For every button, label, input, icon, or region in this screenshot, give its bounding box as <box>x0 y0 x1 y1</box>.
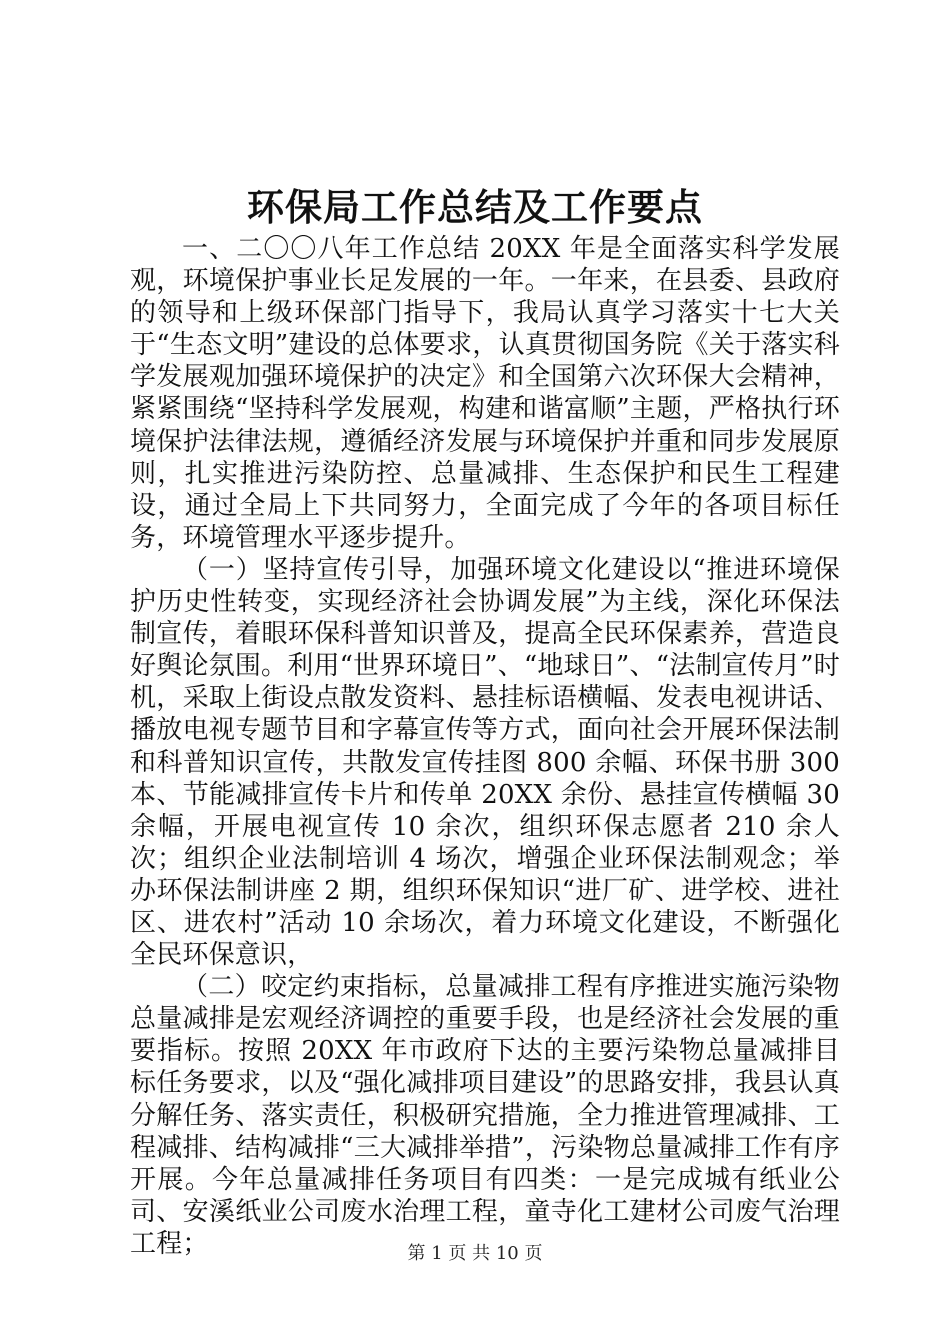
document-title: 环保局工作总结及工作要点 <box>247 185 703 229</box>
paragraph-emission-reduction: （二）咬定约束指标，总量减排工程有序推进实施污染物总量减排是宏观经济调控的重要手段，也是经济社会发展的重要指标。按照 20XX 年市政府下达的主要污染物总量减排目标任务要求，以及“强化减排项目建设”的思路安排，我县认真分解任务、落实责任，积极研究措施，全力推进管理减排、工程减排、结构减排“三大减排举措”，污染物总量减排工作有序开展。今年总量减排任务项目有四类：一是完成城有纸业公司、安溪纸业公司废水治理工程，童寺化工建材公司废气治理工程； <box>130 972 840 1259</box>
paragraph-publicity: （一）坚持宣传引导，加强环境文化建设以“推进环境保护历史性转变，实现经济社会协调发展”为主线，深化环保法制宣传，着眼环保科普知识普及，提高全民环保素养，营造良好舆论氛围。利用“世界环境日”、“地球日”、“法制宣传月”时机，采取上街设点散发资料、悬挂标语横幅、发表电视讲话、播放电视专题节目和字幕宣传等方式，面向社会开展环保法制和科普知识宣传，共散发宣传挂图 800 余幅、环保书册 300 本、节能减排宣传卡片和传单 20XX 余份、悬挂宣传横幅 30 余幅，开展电视宣传 10 余次，组织环保志愿者 210 余人次；组织企业法制培训 4 场次，增强企业环保法制观念；举办环保法制讲座 2 期，组织环保知识“进厂矿、进学校、进社区、进农村”活动 10 余场次，着力环境文化建设，不断强化全民环保意识， <box>130 554 840 971</box>
document-body <box>130 233 840 1260</box>
paragraph-summary-intro: 一、二〇〇八年工作总结 20XX 年是全面落实科学发展观，环境保护事业长足发展的一年。一年来，在县委、县政府的领导和上级环保部门指导下，我局认真学习落实十七大关于“生态文明”建设的总体要求，认真贯彻国务院《关于落实科学发展观加强环境保护的决定》和全国第六次环保大会精神，紧紧围绕“坚持科学发展观，构建和谐富顺”主题，严格执行环境保护法律法规，遵循经济发展与环境保护并重和同步发展原则，扎实推进污染防控、总量减排、生态保护和民生工程建设，通过全局上下共同努力，全面完成了今年的各项目标任务，环境管理水平逐步提升。 <box>130 234 840 553</box>
page-number-footer: 第 1 页 共 10 页 <box>407 1243 543 1264</box>
